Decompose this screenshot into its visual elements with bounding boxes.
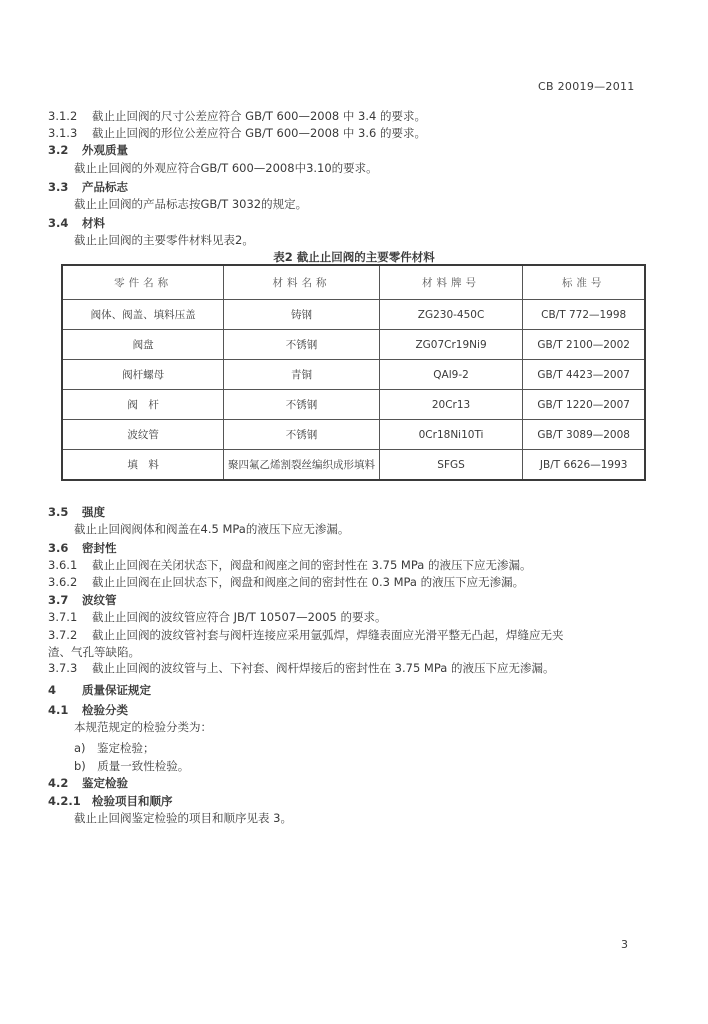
table-row — [62, 360, 645, 390]
clause-text: 截止止回阀的波纹管应符合 JB/T 10507—2005 的要求。 — [92, 610, 387, 624]
clause-text: 截止止回阀的外观应符合GB/T 600—2008中3.10的要求。 — [74, 161, 378, 175]
clause-line — [74, 233, 254, 247]
clause-text: 截止止回阀鉴定检验的项目和顺序见表 3。 — [74, 811, 292, 825]
clause-text: 密封性 — [82, 541, 117, 555]
header-part-name: 零件名称 — [62, 265, 224, 300]
clause-number: 3.7 — [48, 593, 69, 607]
clause-text: 外观质量 — [82, 143, 128, 157]
clause-text: 截止止回阀的主要零件材料见表2。 — [74, 233, 254, 247]
header-material-name: 材料名称 — [224, 265, 379, 300]
clause-text: 波纹管 — [82, 593, 117, 607]
materials-table — [61, 264, 646, 481]
clause-line — [48, 575, 524, 589]
section-heading — [48, 505, 105, 519]
clause-text: 截止止回阀的形位公差应符合 GB/T 600—2008 中 3.6 的要求。 — [92, 126, 426, 140]
table-cell: 不锈钢 — [224, 420, 379, 450]
clause-number: 3.7.3 — [48, 661, 78, 675]
table-cell: GB/T 1220—2007 — [523, 390, 645, 420]
table-cell: SFGS — [379, 450, 523, 481]
table-cell: ZG07Cr19Ni9 — [379, 330, 523, 360]
section-heading — [48, 143, 128, 157]
table-cell: 阀杆螺母 — [62, 360, 224, 390]
clause-number: 3.6.2 — [48, 575, 78, 589]
table-row — [62, 450, 645, 481]
clause-text: 截止止回阀的产品标志按GB/T 3032的规定。 — [74, 197, 308, 211]
page-number: 3 — [621, 938, 628, 951]
table-cell: 不锈钢 — [224, 390, 379, 420]
table-cell: QAl9-2 — [379, 360, 523, 390]
table-cell: CB/T 772—1998 — [523, 300, 645, 330]
clause-text: 截止止回阀在关闭状态下，阀盘和阀座之间的密封性在 3.75 MPa 的液压下应无渗漏。 — [92, 558, 532, 572]
clause-number: 3.1.3 — [48, 126, 78, 140]
section-heading — [48, 180, 128, 194]
table-cell: 阀体、阀盖、填料压盖 — [62, 300, 224, 330]
clause-number: 3.1.2 — [48, 109, 78, 123]
clause-line — [74, 720, 212, 734]
section-heading — [48, 794, 173, 808]
clause-text: 检验分类 — [82, 703, 128, 717]
table-cell: ZG230-450C — [379, 300, 523, 330]
table-cell: 聚四氟乙烯割裂丝编织成形填料 — [224, 450, 379, 481]
clause-number: 3.6.1 — [48, 558, 78, 572]
table-row — [62, 330, 645, 360]
clause-number: 3.6 — [48, 541, 69, 555]
clause-number: 3.7.2 — [48, 628, 78, 642]
clause-text: 强度 — [82, 505, 105, 519]
clause-text: 截止止回阀的尺寸公差应符合 GB/T 600—2008 中 3.4 的要求。 — [92, 109, 426, 123]
clause-number: 4.2 — [48, 776, 69, 790]
header-standard-no: 标准号 — [523, 265, 645, 300]
clause-text: 质量保证规定 — [82, 683, 151, 697]
table-cell: 不锈钢 — [224, 330, 379, 360]
table-cell: 20Cr13 — [379, 390, 523, 420]
clause-text: 截止止回阀在止回状态下，阀盘和阀座之间的密封性在 0.3 MPa 的液压下应无渗漏。 — [92, 575, 525, 589]
section-heading — [48, 683, 151, 697]
clause-text: 检验项目和顺序 — [92, 794, 173, 808]
clause-line — [74, 161, 378, 175]
header-material-grade: 材料牌号 — [379, 265, 523, 300]
clause-number: 3.7.1 — [48, 610, 78, 624]
clause-text: 截止止回阀的波纹管与上、下衬套、阀杆焊接后的密封性在 3.75 MPa 的液压下应无渗漏。 — [92, 661, 555, 675]
section-heading — [48, 593, 117, 607]
table-cell: 阀 杆 — [62, 390, 224, 420]
clause-text: 材料 — [82, 216, 105, 230]
clause-text: a) 鉴定检验； — [74, 741, 155, 755]
table-cell: GB/T 4423—2007 — [523, 360, 645, 390]
section-heading — [48, 703, 128, 717]
table-cell: 0Cr18Ni10Ti — [379, 420, 523, 450]
table-header-row — [62, 265, 645, 300]
clause-line — [74, 741, 155, 755]
table-cell: GB/T 2100—2002 — [523, 330, 645, 360]
clause-text: b) 质量一致性检验。 — [74, 759, 190, 773]
clause-number: 4 — [48, 683, 57, 697]
clause-text: 本规范规定的检验分类为： — [74, 720, 212, 734]
table-row — [62, 390, 645, 420]
clause-number: 4.2.1 — [48, 794, 81, 808]
clause-line — [48, 558, 531, 572]
clause-number: 3.5 — [48, 505, 69, 519]
clause-number: 3.4 — [48, 216, 69, 230]
section-heading — [48, 541, 117, 555]
clause-number: 3.2 — [48, 143, 69, 157]
table-row — [62, 420, 645, 450]
clause-text: 鉴定检验 — [82, 776, 128, 790]
clause-line — [74, 811, 292, 825]
clause-line — [74, 759, 189, 773]
table-cell: 波纹管 — [62, 420, 224, 450]
section-heading — [48, 776, 128, 790]
clause-line — [74, 522, 349, 536]
table-cell: 填 料 — [62, 450, 224, 481]
table-cell: 铸钢 — [224, 300, 379, 330]
table-caption: 表2 截止止回阀的主要零件材料 — [273, 250, 435, 264]
table-cell: GB/T 3089—2008 — [523, 420, 645, 450]
table-cell: 青铜 — [224, 360, 379, 390]
document-code: CB 20019—2011 — [538, 80, 635, 93]
clause-line — [48, 126, 426, 140]
clause-line — [48, 661, 554, 675]
clause-line — [48, 628, 564, 642]
clause-line — [48, 645, 140, 659]
clause-line — [48, 109, 426, 123]
section-heading — [48, 216, 105, 230]
clause-number: 3.3 — [48, 180, 69, 194]
clause-line — [74, 197, 307, 211]
clause-text: 截止止回阀阀体和阀盖在4.5 MPa的液压下应无渗漏。 — [74, 522, 350, 536]
table-cell: 阀盘 — [62, 330, 224, 360]
clause-text: 渣、气孔等缺陷。 — [48, 645, 140, 659]
table-cell: JB/T 6626—1993 — [523, 450, 645, 481]
clause-text: 产品标志 — [82, 180, 128, 194]
clause-text: 截止止回阀的波纹管衬套与阀杆连接应采用氩弧焊，焊缝表面应光滑平整无凸起，焊缝应无夹 — [92, 628, 564, 642]
clause-line — [48, 610, 387, 624]
clause-number: 4.1 — [48, 703, 69, 717]
table-row — [62, 300, 645, 330]
